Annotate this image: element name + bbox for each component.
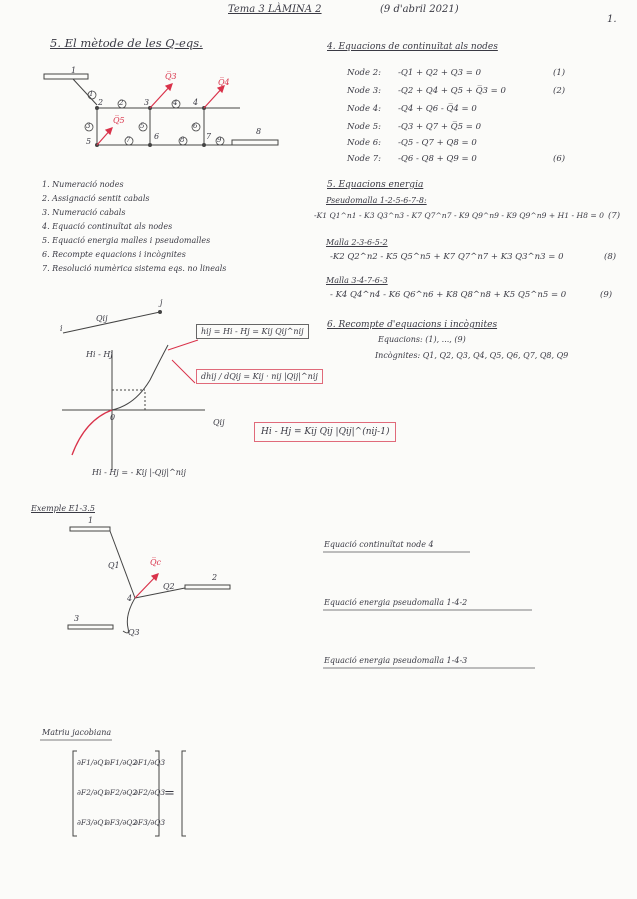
axis-x-label: Qij <box>213 418 225 427</box>
node-row-eq: -Q3 + Q7 + Q̅5 = 0 <box>398 122 481 132</box>
example-res-3: 3 <box>74 614 80 623</box>
pseudomesh-1-label: Pseudomalla 1-2-5-6-7-8: <box>326 196 427 205</box>
formula-box-3: Hi - Hj = Kij Qij |Qij|^(nij-1) <box>254 422 396 442</box>
jacobian-cell: ∂F1/∂Q3 <box>134 758 166 767</box>
pipe-label-7: 7 <box>126 136 131 144</box>
formula-box-1: hij = Hi - Hj = Kij Qij^nij <box>196 324 309 339</box>
node-row-label: Node 3: <box>347 86 381 96</box>
section6-title: 6. Recompte d'equacions i incògnites <box>327 320 498 330</box>
label-i: i <box>60 324 63 333</box>
jacobian-cell: ∂F3/∂Q2 <box>106 818 138 827</box>
pipe-label-6: 6 <box>193 122 198 130</box>
node-row-label: Node 5: <box>347 122 381 132</box>
reservoir-8 <box>232 140 278 145</box>
example-qc: Q̅c <box>150 558 162 567</box>
node-label-3: 3 <box>144 98 150 107</box>
example-node-4: 4 <box>127 594 133 603</box>
pipe-label-3: 3 <box>86 122 91 130</box>
jacobian-cell: ∂F1/∂Q1 <box>77 758 109 767</box>
step-4: 4. Equació continuïtat als nodes <box>42 222 173 231</box>
node-row-label: Node 7: <box>347 154 381 164</box>
section4-title: 4. Equacions de continuïtat als nodes <box>327 42 498 52</box>
jacobian-cell: ∂F2/∂Q3 <box>134 788 166 797</box>
formula-box-2-lhs: dhij / dQij <box>201 372 241 381</box>
node-label-2: 2 <box>98 98 104 107</box>
step-3: 3. Numeració cabals <box>42 208 126 217</box>
node-label-1: 1 <box>71 66 77 75</box>
node-row-eq: -Q5 - Q7 + Q8 = 0 <box>398 138 477 148</box>
node-row-eq: -Q6 - Q8 + Q9 = 0 <box>398 154 477 164</box>
mesh-3-eq: - K4 Q4^n4 - K6 Q6^n6 + K8 Q8^n8 + K5 Q5^n5 = 0 <box>330 290 567 300</box>
example-q2: Q2 <box>163 582 175 591</box>
jacobian-cell: ∂F2/∂Q1 <box>77 788 109 797</box>
node-row-eq: -Q2 + Q4 + Q5 + Q̅3 = 0 <box>398 86 506 96</box>
node-row-num: (2) <box>553 86 566 96</box>
mesh-3-label: Malla 3-4-7-6-3 <box>326 276 388 285</box>
label-qij-pipe: Qij <box>96 314 108 323</box>
example-res-1: 1 <box>88 516 94 525</box>
example-title: Exemple E1-3.5 <box>31 504 95 513</box>
step-5: 5. Equació energia malles i pseudomalles <box>42 236 211 245</box>
jacobian-cell: ∂F3/∂Q1 <box>77 818 109 827</box>
equations-count: Equacions: (1), ..., (9) <box>378 335 466 344</box>
origin-label: 0 <box>110 413 116 422</box>
mesh-2-num: (8) <box>604 252 617 262</box>
node-row-num: (6) <box>553 154 566 164</box>
pipe-label-8: 8 <box>180 136 185 144</box>
continuity-node4: Equació continuïtat node 4 <box>324 540 434 549</box>
step-1: 1. Numeració nodes <box>42 180 124 189</box>
formula-box-2-rhs: = Kij · nij |Qij|^nij <box>243 372 318 381</box>
page-number: 1. <box>607 14 617 25</box>
mesh-2-eq: -K2 Q2^n2 - K5 Q5^n5 + K7 Q7^n7 + K3 Q3^n3 = 0 <box>330 252 564 262</box>
jacobian-cell: ∂F1/∂Q2 <box>106 758 138 767</box>
mesh-2-label: Malla 2-3-6-5-2 <box>326 238 388 247</box>
formula-box-2 <box>196 369 323 384</box>
example-q3: Q3 <box>128 628 140 637</box>
jacobian-equals: = <box>164 786 175 801</box>
step-2: 2. Assignació sentit cabals <box>42 194 150 203</box>
pipe-label-9: 9 <box>217 136 222 144</box>
pipe-label-4: 4 <box>173 99 178 107</box>
step-6: 6. Recompte equacions i incògnites <box>42 250 186 259</box>
node-row-num: (1) <box>553 68 566 78</box>
reservoir-1 <box>44 74 88 79</box>
mesh-3-num: (9) <box>600 290 613 300</box>
consumption-label-4: Q̅4 <box>218 78 230 87</box>
axis-y-label: Hi - Hj <box>86 350 113 359</box>
unknowns-list: Incògnites: Q1, Q2, Q3, Q4, Q5, Q6, Q7, Q8, Q9 <box>375 351 569 360</box>
section5-title: 5. El mètode de les Q-eqs. <box>50 36 203 50</box>
node-label-7: 7 <box>206 132 212 141</box>
pipe-label-5: 5 <box>140 122 145 130</box>
negative-branch-formula: Hi - Hj = - Kij |-Qij|^nij <box>92 468 186 477</box>
jacobian-cell: ∂F3/∂Q3 <box>134 818 166 827</box>
example-res-2: 2 <box>212 573 218 582</box>
jacobian-title: Matriu jacobiana <box>42 728 112 737</box>
example-q1: Q1 <box>108 561 120 570</box>
node-row-label: Node 2: <box>347 68 381 78</box>
jacobian-cell: ∂F2/∂Q2 <box>106 788 138 797</box>
header-title: Tema 3 LÀMINA 2 <box>228 4 322 15</box>
pipe-label-1: 1 <box>89 90 94 98</box>
header-date: (9 d'abril 2021) <box>380 4 459 15</box>
node-row-eq: -Q1 + Q2 + Q3 = 0 <box>398 68 481 78</box>
node-row-label: Node 4: <box>347 104 381 114</box>
node-label-8: 8 <box>256 127 262 136</box>
node-row-label: Node 6: <box>347 138 381 148</box>
pipe-label-2: 2 <box>119 99 124 107</box>
consumption-label-3: Q̅3 <box>165 72 177 81</box>
node-label-4: 4 <box>193 98 199 107</box>
label-j: j <box>160 298 163 307</box>
node-label-6: 6 <box>154 132 160 141</box>
energy-pseudomesh-142: Equació energia pseudomalla 1-4-2 <box>324 598 468 607</box>
node-label-5: 5 <box>86 137 92 146</box>
step-7: 7. Resolució numèrica sistema eqs. no lineals <box>42 264 227 273</box>
consumption-label-5: Q̅5 <box>113 116 125 125</box>
pseudomesh-1-num: (7) <box>608 211 621 221</box>
pseudomesh-1-eq: -K1 Q1^n1 - K3 Q3^n3 - K7 Q7^n7 - K9 Q9^n9 - K9 Q9^n9 + H1 - H8 = 0 <box>314 211 604 220</box>
energy-pseudomesh-143: Equació energia pseudomalla 1-4-3 <box>324 656 468 665</box>
node-row-eq: -Q4 + Q6 - Q̅4 = 0 <box>398 104 477 114</box>
section5b-title: 5. Equacions energia <box>327 180 424 190</box>
